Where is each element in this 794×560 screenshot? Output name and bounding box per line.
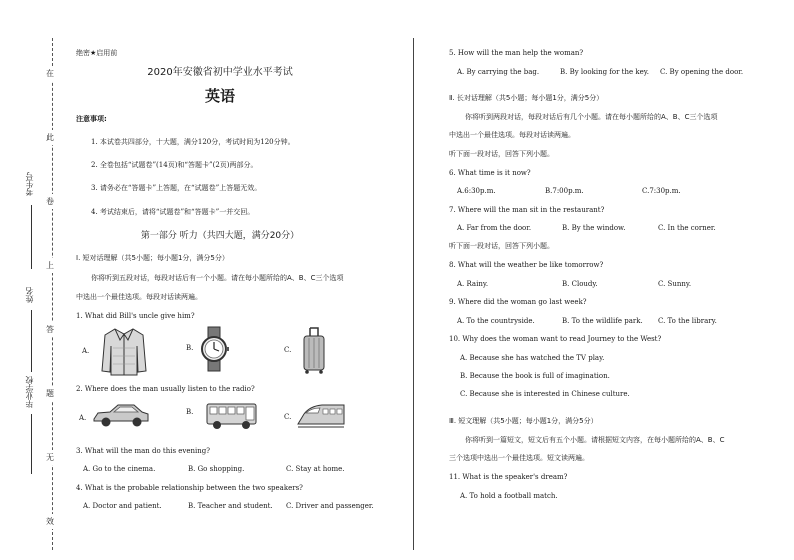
notes-heading: 注意事项: bbox=[76, 115, 107, 123]
option-label[interactable]: C. In the corner. bbox=[658, 224, 716, 232]
seal-char: 题 bbox=[46, 386, 54, 401]
option-label[interactable]: B. Go shopping. bbox=[188, 465, 245, 473]
option-label[interactable]: A. Rainy. bbox=[457, 280, 489, 288]
question-stem: 6. What time is it now? bbox=[449, 169, 531, 177]
note-item: 3. 请务必在“答题卡”上答题，在“试题卷”上答题无效。 bbox=[91, 184, 262, 192]
option-label[interactable]: B. bbox=[186, 408, 194, 416]
question-stem: 3. What will the man do this evening? bbox=[76, 447, 211, 455]
note-item: 4. 考试结束后，请将“试题卷”和“答题卡”一并交回。 bbox=[91, 208, 255, 216]
seal-char: 在 bbox=[46, 66, 54, 81]
field-name-line bbox=[31, 310, 32, 372]
jacket-picture bbox=[101, 326, 147, 376]
option-label[interactable]: B.7:00p.m. bbox=[545, 187, 584, 195]
option-label[interactable]: B. To the wildlife park. bbox=[562, 317, 643, 325]
section1-intro: 中选出一个最佳选项。每段对话读两遍。 bbox=[76, 293, 202, 301]
seal-char: 此 bbox=[46, 130, 54, 145]
section2-intro: 中选出一个最佳选项。每段对话读两遍。 bbox=[449, 131, 575, 139]
section3-heading: Ⅲ. 短文理解（共5小题；每小题1分，满分5分） bbox=[449, 417, 598, 425]
subject-title: 英语 bbox=[204, 87, 235, 105]
part1-heading: 第一部分 听力（共四大题，满分20分） bbox=[140, 231, 300, 241]
question-stem: 2. Where does the man usually listen to the radio? bbox=[76, 385, 255, 393]
dialogue-instruction: 听下面一段对话，回答下列小题。 bbox=[449, 150, 554, 158]
option-label[interactable]: C. Stay at home. bbox=[286, 465, 345, 473]
option-label[interactable]: B. Teacher and student. bbox=[188, 502, 273, 510]
watch-picture bbox=[198, 326, 230, 372]
option-label[interactable]: B. bbox=[186, 344, 194, 352]
option-label[interactable]: C. bbox=[284, 346, 292, 354]
option-label[interactable]: A. Doctor and patient. bbox=[83, 502, 162, 510]
option-label[interactable]: A. bbox=[82, 347, 90, 355]
seal-char: 无 bbox=[46, 450, 54, 465]
seal-char: 效 bbox=[46, 514, 54, 529]
option-label[interactable]: B. By the window. bbox=[562, 224, 626, 232]
option-label[interactable]: C. Sunny. bbox=[658, 280, 692, 288]
column-divider bbox=[413, 38, 414, 550]
question-stem: 8. What will the weather be like tomorrow? bbox=[449, 261, 604, 269]
field-school-line bbox=[31, 414, 32, 474]
option-label[interactable]: B. Cloudy. bbox=[562, 280, 598, 288]
exam-title: 2020年安徽省初中学业水平考试 bbox=[147, 67, 293, 78]
option-label[interactable]: A. Because she has watched the TV play. bbox=[460, 354, 605, 362]
option-label[interactable]: A.6:30p.m. bbox=[457, 187, 496, 195]
seal-char: 卷 bbox=[46, 194, 54, 209]
option-label[interactable]: C. To the library. bbox=[658, 317, 717, 325]
question-stem: 1. What did Bill's uncle give him? bbox=[76, 312, 195, 320]
option-label[interactable]: A. To the countryside. bbox=[457, 317, 535, 325]
field-school: 毕业学校 bbox=[25, 376, 34, 408]
field-exam-number-line bbox=[31, 205, 32, 269]
question-stem: 9. Where did the woman go last week? bbox=[449, 298, 587, 306]
section2-intro: 你将听到两段对话，每段对话后有几个小题。请在每小题所给的A、B、C三个选项 bbox=[465, 113, 718, 121]
question-stem: 11. What is the speaker's dream? bbox=[449, 473, 568, 481]
option-label[interactable]: C.7:30p.m. bbox=[642, 187, 681, 195]
option-label[interactable]: B. Because the book is full of imagination. bbox=[460, 372, 610, 380]
question-stem: 4. What is the probable relationship between the two speakers? bbox=[76, 484, 303, 492]
seal-char: 答 bbox=[46, 322, 54, 337]
option-label[interactable]: A. To hold a football match. bbox=[460, 492, 558, 500]
option-label[interactable]: A. Far from the door. bbox=[457, 224, 532, 232]
option-label[interactable]: A. bbox=[79, 414, 87, 422]
note-item: 2. 全卷包括“试题卷”(14页)和“答题卡”(2页)两部分。 bbox=[91, 161, 258, 169]
section1-heading: Ⅰ. 短对话理解（共5小题；每小题1分，满分5分） bbox=[76, 254, 229, 262]
field-name: 姓名 bbox=[25, 287, 34, 303]
car-picture bbox=[92, 402, 150, 428]
seal-char: 上 bbox=[46, 258, 54, 273]
question-stem: 5. How will the man help the woman? bbox=[449, 49, 584, 57]
option-label[interactable]: A. By carrying the bag. bbox=[457, 68, 540, 76]
option-label[interactable]: A. Go to the cinema. bbox=[83, 465, 156, 473]
section1-intro: 你将听到五段对话，每段对话后有一个小题。请在每小题所给的A、B、C三个选项 bbox=[91, 274, 344, 282]
option-label[interactable]: C. Driver and passenger. bbox=[286, 502, 374, 510]
section3-intro: 三个选项中选出一个最佳选项。短文读两遍。 bbox=[449, 454, 589, 462]
train-picture bbox=[296, 400, 346, 430]
question-stem: 10. Why does the woman want to read Journey to the West? bbox=[449, 335, 662, 343]
suitcase-picture bbox=[302, 326, 326, 374]
bus-picture bbox=[206, 402, 258, 430]
option-label[interactable]: C. Because she is interested in Chinese culture. bbox=[460, 390, 630, 398]
option-label[interactable]: B. By looking for the key. bbox=[560, 68, 649, 76]
option-label[interactable]: C. bbox=[284, 413, 292, 421]
option-label[interactable]: C. By opening the door. bbox=[660, 68, 744, 76]
field-exam-number: 考生号 bbox=[25, 172, 34, 196]
dialogue-instruction: 听下面一段对话，回答下列小题。 bbox=[449, 242, 554, 250]
binding-line bbox=[52, 38, 53, 550]
section2-heading: Ⅱ. 长对话理解（共5小题；每小题1分，满分5分） bbox=[449, 94, 604, 102]
question-stem: 7. Where will the man sit in the restaurant? bbox=[449, 206, 605, 214]
confidential-mark: 绝密★启用前 bbox=[76, 49, 118, 57]
section3-intro: 你将听到一篇短文，短文后有五个小题。请根据短文内容，在每小题所给的A、B、C bbox=[465, 436, 725, 444]
note-item: 1. 本试卷共四部分，十大题，满分120分，考试时间为120分钟。 bbox=[91, 138, 295, 146]
